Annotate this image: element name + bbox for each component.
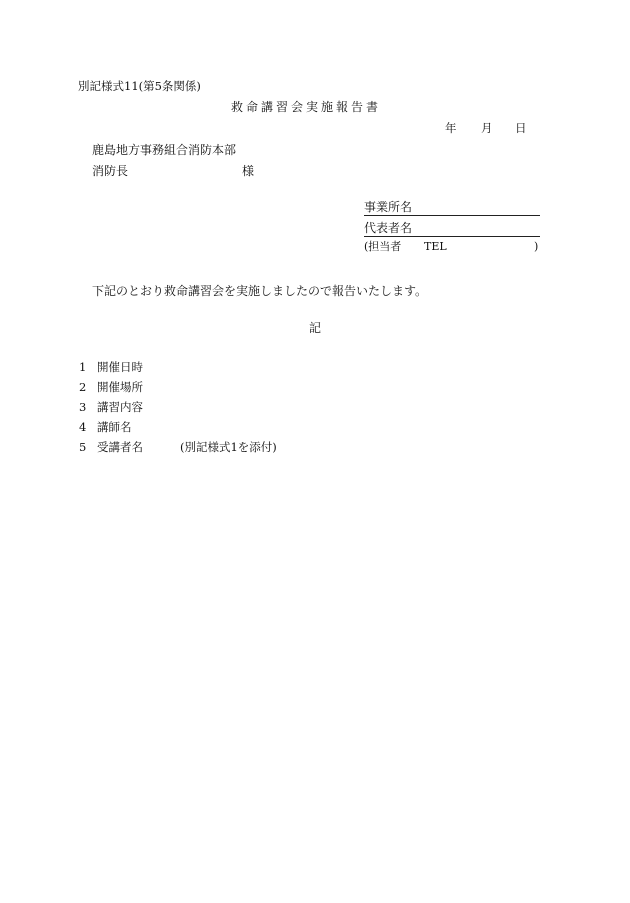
date-month-label: 月: [481, 121, 493, 135]
item-number: 1: [79, 360, 87, 374]
list-item: [79, 362, 143, 382]
representative-name-field[interactable]: [364, 222, 540, 237]
contact-person-label: (担当者: [364, 240, 402, 253]
item-list: [79, 360, 277, 462]
document-title: 救命講習会実施報告書: [231, 100, 382, 114]
list-item: [79, 440, 277, 462]
recipient-honorific: 様: [242, 164, 255, 178]
item-note: (別記様式1を添付): [180, 440, 277, 454]
contact-field[interactable]: [364, 241, 540, 252]
item-label: 受講者名: [97, 440, 143, 454]
contact-close-paren: ): [534, 240, 539, 253]
body-text: 下記のとおり救命講習会を実施しましたので報告いたします。: [92, 284, 428, 298]
form-id: 別記様式11(第5条関係): [78, 79, 201, 93]
office-name-field[interactable]: [364, 201, 540, 216]
item-number: 3: [79, 400, 87, 414]
tel-label: TEL: [424, 240, 447, 253]
list-item: [79, 382, 143, 402]
representative-name-label: 代表者名: [364, 221, 413, 235]
item-number: 5: [79, 440, 87, 454]
recipient-organization: 鹿島地方事務組合消防本部: [92, 143, 237, 157]
date-day-label: 日: [515, 121, 527, 135]
item-label: 開催日時: [97, 360, 143, 374]
date-year-label: 年: [445, 121, 457, 135]
item-number: 2: [79, 380, 87, 394]
item-label: 開催場所: [97, 380, 143, 394]
list-item: [79, 402, 143, 422]
list-item: [79, 422, 143, 442]
item-number: 4: [79, 420, 87, 434]
ki-heading: 記: [309, 321, 322, 335]
date-line: [445, 123, 527, 135]
recipient-role: 消防長: [92, 164, 129, 178]
office-name-label: 事業所名: [364, 200, 413, 214]
item-label: 講習内容: [97, 400, 143, 414]
item-label: 講師名: [97, 420, 132, 434]
